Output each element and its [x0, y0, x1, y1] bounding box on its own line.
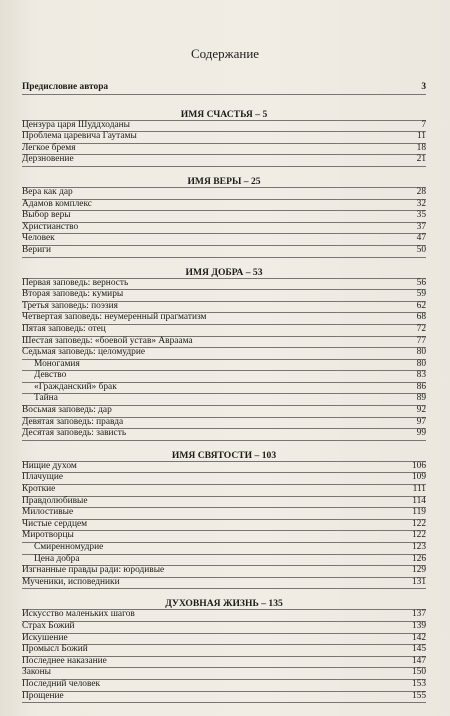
toc-entry-title: Изгнанные правды ради: юродивые	[22, 565, 165, 576]
toc-entry-page: 56	[416, 277, 426, 288]
toc-entry-page: 3	[421, 82, 426, 92]
toc-entry	[22, 692, 426, 704]
toc-entry-title: Третья заповедь: поэзия	[22, 300, 118, 311]
toc-entry-title: Вторая заповедь: кумиры	[22, 289, 124, 300]
toc-entry	[22, 578, 426, 590]
toc-entry-page: 77	[416, 335, 426, 346]
toc-entry-title: Смиренномудрие	[34, 542, 104, 552]
toc-entry-page: 145	[411, 644, 426, 655]
toc-entry-page: 59	[416, 289, 426, 300]
toc-entry-page: 89	[416, 393, 426, 404]
toc-entry-title: Искушение	[22, 632, 68, 643]
toc-entry-title: Первая заповедь: верность	[22, 277, 129, 288]
toc-entry-title: Цена добра	[34, 553, 80, 564]
toc-entry-page: 18	[416, 142, 426, 153]
toc-entry-title: Адамов комплекс	[22, 198, 92, 209]
toc-entry-page: 109	[411, 472, 426, 483]
toc-entry-title: Миротворцы	[22, 530, 74, 541]
toc-entry-page: 155	[411, 690, 426, 701]
toc-entry-page: 7	[421, 119, 426, 130]
toc-entry-page: 147	[411, 655, 426, 666]
toc-entry-page: 126	[411, 553, 426, 564]
toc-entry-title: Четвертая заповедь: неумеренный прагматизм	[22, 312, 207, 323]
toc-entry-page: 47	[416, 233, 426, 244]
toc-entry-page: 153	[411, 678, 426, 689]
toc-entry-page: 72	[416, 323, 426, 334]
toc-entry-page: 80	[416, 358, 426, 369]
toc-entry-title: Десятая заповедь: зависть	[22, 428, 127, 439]
toc-entry-page: 35	[416, 210, 426, 221]
toc-entry-title: Чистые сердцем	[22, 518, 88, 529]
toc-entry-page: 83	[416, 370, 426, 381]
toc-entry-page: 129	[411, 565, 426, 576]
table-of-contents	[22, 83, 426, 703]
toc-section-heading: ИМЯ СЧАСТЬЯ – 5	[22, 109, 426, 121]
toc-entry-title: Цензура царя Шуддходаны	[22, 119, 130, 130]
toc-entry-title: Промысл Божий	[22, 644, 88, 655]
toc-entry-page: 68	[416, 312, 426, 323]
toc-entry-page: 114	[412, 495, 426, 506]
toc-entry-title: Моногамия	[34, 358, 80, 369]
toc-entry-page: 62	[416, 300, 426, 311]
toc-entry-page: 122	[411, 518, 426, 529]
toc-entry-page: 28	[416, 186, 426, 197]
toc-entry-title: Выбор веры	[22, 210, 71, 221]
toc-entry-page: 37	[416, 221, 426, 232]
toc-entry-title: Искусство маленьких шагов	[22, 609, 135, 620]
toc-entry-title: Вера как дар	[22, 186, 73, 197]
toc-entry-page: 119	[412, 507, 426, 518]
toc-entry-title: Легкое бремя	[22, 142, 76, 153]
toc-entry-title: Законы	[22, 667, 51, 678]
toc-entry	[22, 246, 426, 258]
toc-entry-title: Девство	[34, 370, 67, 381]
toc-entry-title: Дерзновение	[22, 154, 74, 165]
toc-entry-page: 122	[411, 530, 426, 541]
toc-entry-title: Вериги	[22, 244, 51, 255]
toc-entry-title: Тайна	[34, 393, 58, 404]
toc-entry-title: Человек	[22, 233, 55, 244]
toc-entry-title: Шестая заповедь: «боевой устав» Авраама	[22, 335, 193, 346]
toc-entry-title: Пятая заповедь: отец	[22, 323, 106, 334]
toc-entry-page: 106	[411, 460, 426, 471]
toc-entry-title: Девятая заповедь: правда	[22, 416, 124, 427]
toc-entry-page: 86	[416, 381, 426, 392]
toc-entry-title: Правдолюбивые	[22, 495, 88, 506]
toc-entry	[22, 429, 426, 441]
toc-entry-title: Седьмая заповедь: целомудрие	[22, 347, 146, 358]
toc-entry-title: Мученики, исповедники	[22, 576, 120, 587]
toc-entry-page: 11	[416, 131, 426, 142]
toc-entry-title: Последнее наказание	[22, 655, 107, 666]
toc-entry-page: 50	[416, 244, 426, 255]
page-title: Содержание	[190, 46, 260, 61]
toc-section-heading: ДУХОВНАЯ ЖИЗНЬ – 135	[22, 598, 426, 610]
toc-entry-title: Проблема царевича Гаутамы	[22, 131, 137, 142]
toc-entry-page: 150	[411, 667, 426, 678]
toc-entry-page: 142	[411, 632, 426, 643]
toc-entry-page: 80	[416, 347, 426, 358]
toc-entry-title: Нищие духом	[22, 460, 77, 471]
toc-section-heading: ИМЯ ДОБРА – 53	[22, 267, 426, 279]
toc-entry	[22, 155, 426, 167]
toc-entry-page: 92	[416, 405, 426, 416]
toc-entry-page: 97	[416, 416, 426, 427]
toc-entry-title: Предисловие автора	[22, 82, 109, 92]
toc-entry-page: 137	[411, 609, 426, 620]
toc-entry-page: 21	[416, 154, 426, 165]
toc-section-heading: ИМЯ СВЯТОСТИ – 103	[22, 450, 426, 462]
toc-entry-title: Прощение	[22, 690, 64, 701]
toc-entry-title: «Гражданский» брак	[34, 381, 117, 392]
toc-entry-page: 139	[411, 620, 426, 631]
toc-entry-title: Милостивые	[22, 507, 74, 518]
toc-entry-preface	[22, 83, 426, 95]
toc-entry-title: Страх Божий	[22, 620, 75, 631]
toc-entry-title: Кроткие	[22, 484, 56, 495]
toc-section-heading: ИМЯ ВЕРЫ – 25	[22, 176, 426, 188]
toc-entry-page: 99	[416, 428, 426, 439]
toc-entry-page: 32	[416, 198, 426, 209]
toc-entry-page: 123	[411, 542, 426, 552]
toc-entry-page: 111	[412, 484, 426, 495]
toc-entry-title: Последний человек	[22, 678, 101, 689]
toc-entry-title: Восьмая заповедь: дар	[22, 405, 112, 416]
toc-entry-title: Христианство	[22, 221, 79, 232]
toc-entry-page: 131	[411, 576, 426, 587]
toc-entry-title: Плачущие	[22, 472, 64, 483]
